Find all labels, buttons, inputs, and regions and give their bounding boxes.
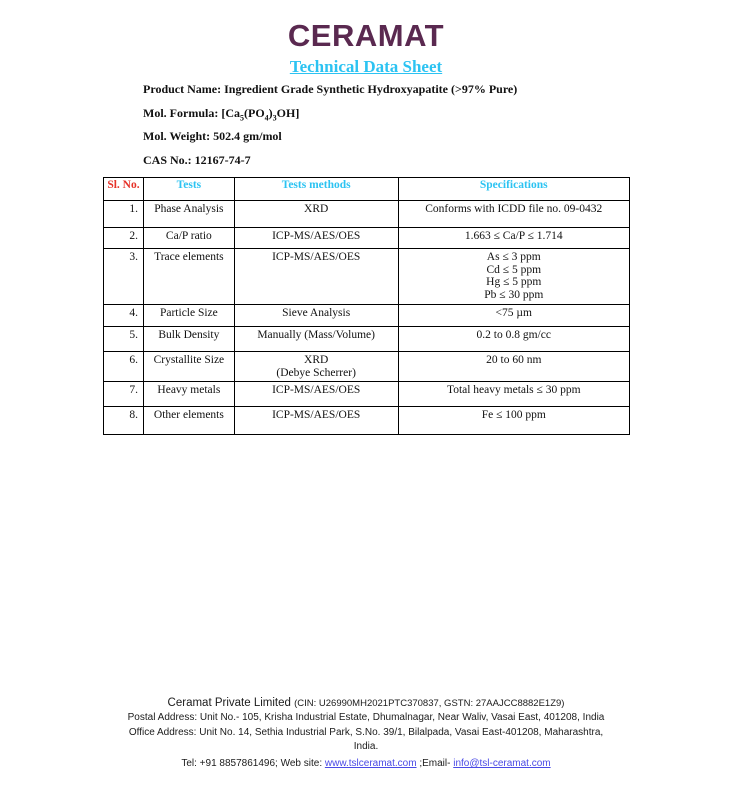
cell-specification [398, 351, 629, 381]
mol-formula-value [221, 105, 300, 123]
contact-text-segment: Tel: +91 8857861496; Web site: [181, 758, 325, 770]
document-title: Technical Data Sheet [289, 57, 443, 76]
cell-test-name-line: Bulk Density [158, 328, 220, 341]
cell-sl-no-line: 7. [129, 384, 138, 397]
cell-test-name [143, 407, 234, 435]
formula-subscript: 5 [240, 113, 244, 123]
cell-sl-no-line: 2. [129, 230, 138, 242]
cell-specification-line: Pb ≤ 30 ppm [484, 289, 544, 302]
table-row [104, 304, 630, 326]
formula-segment: ) [268, 105, 273, 120]
cell-sl-no [104, 351, 144, 381]
cell-test-name-line: Trace elements [154, 251, 224, 263]
cell-sl-no [104, 228, 144, 249]
footer-registration-ids: (CIN: U26990MH2021PTC370837, GSTN: 27AAJCC8882E1Z9) [294, 698, 565, 709]
cas-number-line: CAS No.: 12167-74-7 [143, 153, 251, 168]
table-row [104, 228, 630, 249]
cell-sl-no-line: 1. [129, 203, 138, 215]
cell-test-method [234, 326, 398, 351]
cell-test-method-line: ICP-MS/AES/OES [272, 230, 361, 242]
footer-company-line [0, 696, 732, 711]
cell-test-method [234, 304, 398, 326]
spec-table-body [104, 201, 630, 435]
product-name-line: Product Name: Ingredient Grade Synthetic Hydroxyapatite (>97% Pure) [143, 82, 518, 96]
column-header-specifications: Specifications [398, 178, 629, 201]
footer-block [0, 696, 732, 771]
cell-specification-line: As ≤ 3 ppm [486, 251, 541, 263]
cell-test-method-line: XRD [304, 353, 329, 366]
cell-test-name-line: Ca/P ratio [165, 230, 212, 242]
cell-test-name-line: Phase Analysis [154, 203, 224, 215]
cell-test-name [143, 304, 234, 326]
cell-specification-line: Total heavy metals ≤ 30 ppm [446, 384, 581, 397]
cell-test-method [234, 201, 398, 228]
cell-test-method-line: ICP-MS/AES/OES [272, 384, 361, 397]
cell-test-name [143, 382, 234, 407]
contact-text-segment: ;Email- [416, 758, 454, 770]
cell-test-method [234, 407, 398, 435]
cell-specification [398, 228, 629, 249]
cell-test-name [143, 351, 234, 381]
column-header-tests-methods: Tests methods [234, 178, 398, 201]
cell-sl-no [104, 201, 144, 228]
footer-office-address-line1: Office Address: Unit No. 14, Sethia Industrial Park, S.No. 39/1, Bilalpada, Vasai East-401208, Maharashtra, [128, 726, 604, 738]
cell-specification-line: Hg ≤ 5 ppm [486, 276, 542, 289]
table-row [104, 249, 630, 305]
cell-test-name [143, 201, 234, 228]
product-info-block [143, 82, 517, 177]
formula-segment: OH] [276, 105, 300, 120]
formula-segment: [Ca [221, 105, 240, 120]
table-row [104, 201, 630, 228]
cell-sl-no-line: 8. [129, 409, 138, 422]
table-row [104, 382, 630, 407]
email-link[interactable]: info@tsl-ceramat.com [453, 758, 551, 770]
cell-test-method-line: Sieve Analysis [282, 306, 351, 319]
cell-test-name-line: Heavy metals [157, 384, 221, 397]
cell-sl-no-line: 4. [129, 306, 138, 319]
cell-specification-line: 20 to 60 nm [486, 353, 542, 366]
formula-subscript: 4 [264, 113, 269, 123]
cell-specification-line: Cd ≤ 5 ppm [486, 263, 542, 276]
cell-sl-no [104, 326, 144, 351]
mol-formula-line [143, 106, 517, 130]
cell-specification-line: <75 µm [495, 306, 532, 319]
cell-test-method-line: (Debye Scherrer) [276, 366, 356, 379]
cell-test-method-line: ICP-MS/AES/OES [272, 409, 361, 422]
cell-test-name [143, 326, 234, 351]
cell-sl-no-line: 3. [129, 251, 138, 263]
mol-formula-label: Mol. Formula: [143, 105, 222, 120]
cell-test-method [234, 351, 398, 381]
footer-postal-address: Postal Address: Unit No.- 105, Krisha Industrial Estate, Dhumalnagar, Near Waliv, Vasai East, 401208, India [127, 712, 605, 724]
cell-test-name [143, 228, 234, 249]
cell-test-method-line: ICP-MS/AES/OES [272, 251, 361, 263]
cell-specification [398, 201, 629, 228]
cell-test-method-line: Manually (Mass/Volume) [257, 328, 375, 341]
cell-test-name-line: Other elements [153, 409, 224, 422]
company-logo: CERAMAT [287, 18, 445, 53]
cell-sl-no [104, 407, 144, 435]
table-header-row [104, 178, 630, 201]
cell-sl-no [104, 382, 144, 407]
cell-specification-line: Conforms with ICDD file no. 09-0432 [425, 203, 603, 215]
cell-test-name-line: Particle Size [159, 306, 218, 319]
cell-sl-no-line: 6. [129, 353, 138, 366]
cell-specification [398, 326, 629, 351]
cell-test-method [234, 249, 398, 305]
cell-specification-line: 1.663 ≤ Ca/P ≤ 1.714 [464, 230, 563, 242]
cell-specification [398, 304, 629, 326]
footer-office-address-line2: India. [353, 740, 379, 752]
cell-test-name-line: Crystallite Size [153, 353, 225, 366]
cell-sl-no [104, 249, 144, 305]
cell-test-method [234, 228, 398, 249]
cell-specification [398, 407, 629, 435]
cell-sl-no [104, 304, 144, 326]
footer-contact-line [0, 757, 732, 771]
specifications-table [103, 177, 630, 435]
column-header-tests: Tests [143, 178, 234, 201]
table-row [104, 351, 630, 381]
table-row [104, 407, 630, 435]
column-header-sl-no: Sl. No. [104, 178, 144, 201]
cell-sl-no-line: 5. [129, 328, 138, 341]
cell-test-method-line: XRD [304, 203, 329, 215]
formula-segment: (PO [244, 105, 265, 120]
cell-test-method [234, 382, 398, 407]
cell-specification-line: Fe ≤ 100 ppm [481, 409, 546, 422]
cell-specification [398, 382, 629, 407]
formula-subscript: 3 [272, 113, 277, 123]
cell-specification [398, 249, 629, 305]
table-row [104, 326, 630, 351]
mol-weight-line: Mol. Weight: 502.4 gm/mol [143, 129, 282, 144]
cell-specification-line: 0.2 to 0.8 gm/cc [476, 328, 551, 341]
cell-test-name [143, 249, 234, 305]
footer-company-name: Ceramat Private Limited [167, 697, 295, 709]
website-link[interactable]: www.tslceramat.com [324, 758, 417, 770]
